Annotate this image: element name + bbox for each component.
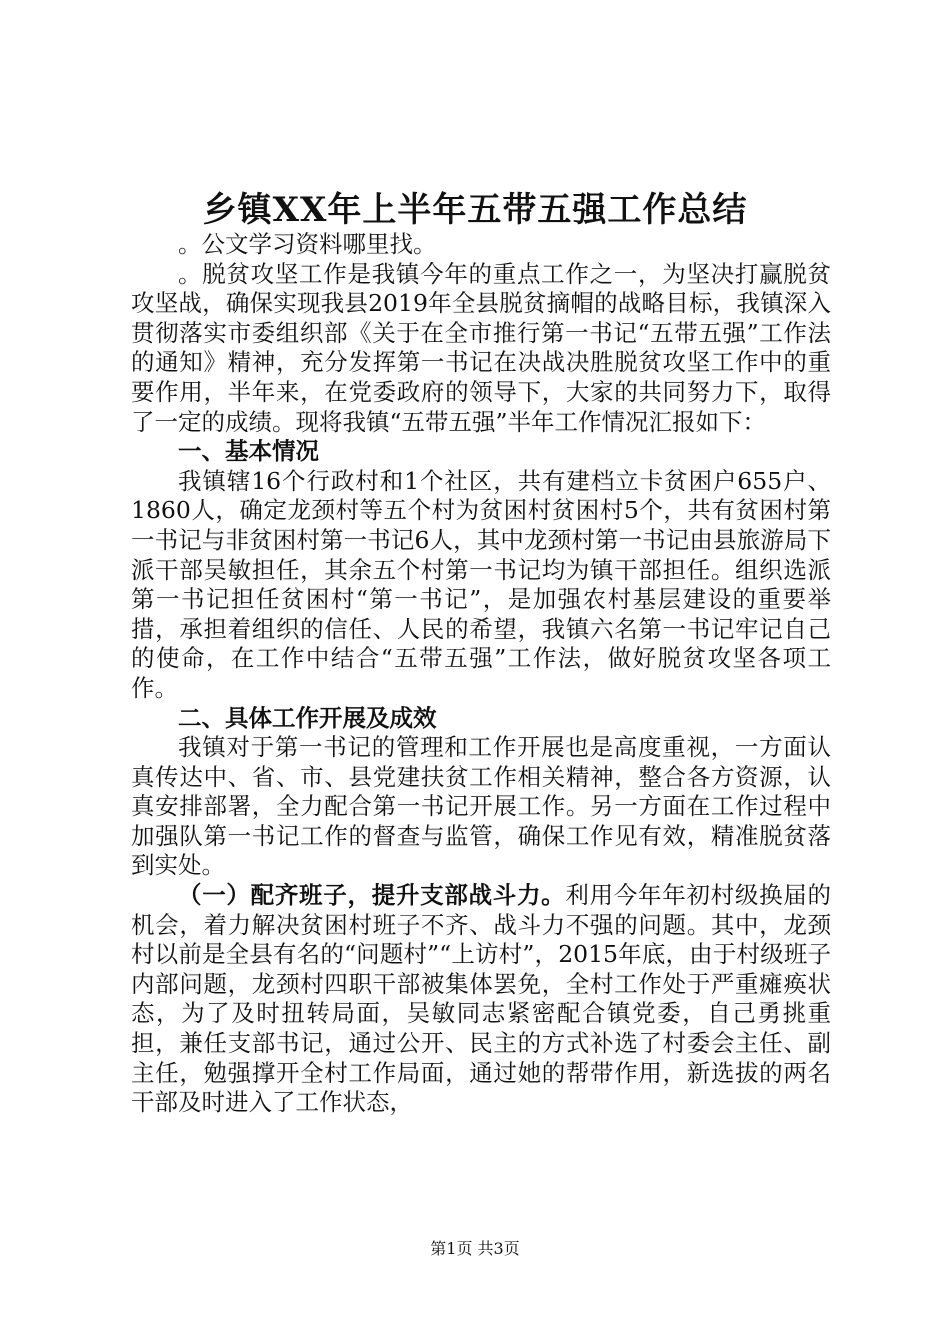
subsection-1-text: 利用今年年初村级换届的机会，着力解决贫困村班子不齐、战斗力不强的问题。其中，龙颈村以前是全县有名的“问题村”“上访村”，2015年底，由于村级班子内部问题，龙颈村四职干部被集体罢免，全村工作处于严重瘫痪状态，为了及时扭转局面，吴敏同志紧密配合镇党委，自己勇挑重担，兼任支部书记，通过公开、民主的方式补选了村委会主任、副主任，勉强撑开全村工作局面，通过她的帮带作用，新选拔的两名干部及时进入了工作状态， [131, 881, 832, 1117]
section-1-heading: 一、基本情况 [178, 437, 319, 466]
section-1-paragraph: 我镇辖16个行政村和1个社区，共有建档立卡贫困户655户、1860人，确定龙颈村等五个村为贫困村贫困村5个，共有贫困村第一书记与非贫困村第一书记6人，其中龙颈村第一书记由县旅游局下派干部吴敏担任，其余五个村第一书记均为镇干部担任。组织选派第一书记担任贫困村“第一书记”，是加强农村基层建设的重要举措，承担着组织的信任、人民的希望，我镇六名第一书记牢记自己的使命，在工作中结合“五带五强”工作法，做好脱贫攻坚各项工作。 [131, 466, 831, 702]
subsection-1-lead: （一）配齐班子，提升支部战斗力。 [178, 881, 566, 910]
intro-line: 。公文学习资料哪里找。 [178, 230, 437, 258]
section-2-paragraph: 我镇对于第一书记的管理和工作开展也是高度重视，一方面认真传达中、省、市、县党建扶贫工作相关精神，整合各方资源，认真安排部署，全力配合第一书记开展工作。另一方面在工作过程中加强队第一书记工作的督查与监管，确保工作见有效，精准脱贫落到实处。 [131, 733, 831, 880]
intro-paragraph: 。脱贫攻坚工作是我镇今年的重点工作之一，为坚决打赢脱贫攻坚战，确保实现我县2019年全县脱贫摘帽的战略目标，我镇深入贯彻落实市委组织部《关于在全市推行第一书记“五带五强”工作法的通知》精神，充分发挥第一书记在决战决胜脱贫攻坚工作中的重要作用，半年来，在党委政府的领导下，大家的共同努力下，取得了一定的成绩。现将我镇“五带五强”半年工作情况汇报如下： [131, 259, 831, 436]
page-footer: 第1页 共3页 [430, 1239, 520, 1258]
section-2-heading: 二、具体工作开展及成效 [178, 703, 437, 732]
document-body [131, 230, 831, 1118]
document-title: 乡镇XX年上半年五带五强工作总结 [202, 190, 748, 230]
subsection-1-paragraph [131, 881, 831, 1118]
